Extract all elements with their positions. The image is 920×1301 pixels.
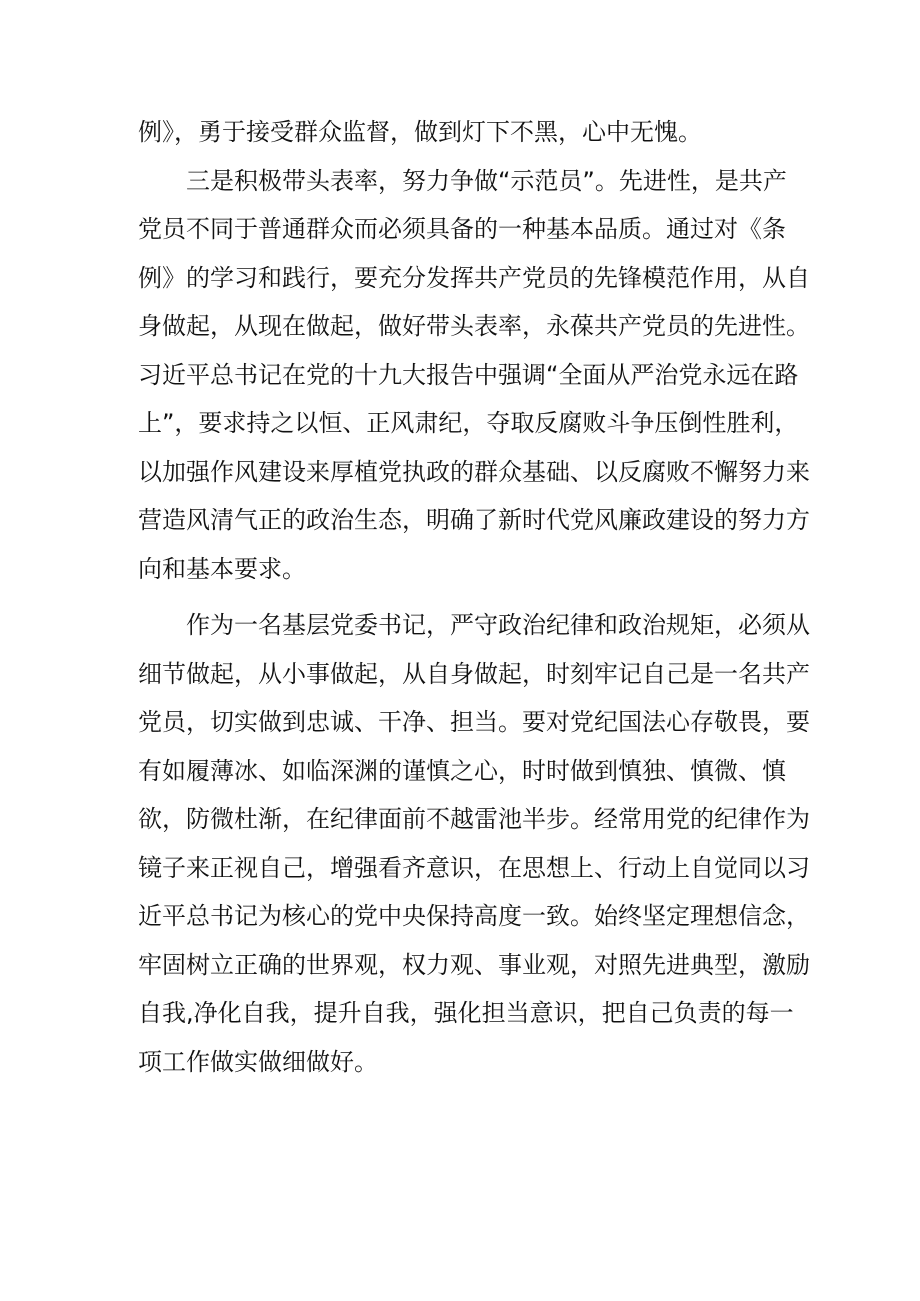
- paragraph-3-line-6: 镜子来正视自己，增强看齐意识，在思想上、行动上自觉同以习: [138, 853, 810, 882]
- paragraph-2-line-9: 向和基本要求。: [138, 554, 306, 583]
- paragraph-2-line-2: 党员不同于普通群众而必须具备的一种基本品质。通过对《条: [138, 215, 786, 243]
- paragraph-2-line-8: 营造风清气正的政治生态，明确了新时代党风廉政建设的努力方: [138, 506, 810, 534]
- paragraph-3-line-7: 近平总书记为核心的党中央保持高度一致。始终坚定理想信念，: [138, 902, 810, 930]
- paragraph-1-line-1: 例》，勇于接受群众监督，做到灯下不黑，心中无愧。: [138, 118, 702, 146]
- paragraph-2-line-3: 例》的学习和践行，要充分发挥共产党员的先锋模范作用，从自: [138, 263, 810, 292]
- paragraph-3-line-5: 欲，防微杜渐，在纪律面前不越雷池半步。经常用党的纪律作为: [138, 805, 810, 833]
- paragraph-gap: [138, 593, 798, 601]
- paragraph-2-line-1: 三是积极带头表率，努力争做“示范员”。先进性，是共产: [186, 166, 787, 195]
- paragraph-3-line-9: 自我,净化自我，提升自我，强化担当意识，把自己负责的每一: [138, 999, 794, 1027]
- paragraph-3-line-8: 牢固树立正确的世界观，权力观、事业观，对照先进典型，激励: [138, 950, 810, 979]
- paragraph-3-line-3: 党员，切实做到忠诚、干净、担当。要对党纪国法心存敬畏，要: [138, 708, 810, 736]
- paragraph-3-line-2: 细节做起，从小事做起，从自身做起，时刻牢记自己是一名共产: [138, 659, 810, 688]
- paragraph-3-line-10: 项工作做实做细做好。: [138, 1047, 378, 1076]
- paragraph-3-line-4: 有如履薄冰、如临深渊的谨慎之心，时时做到慎独、慎微、慎: [138, 756, 786, 785]
- paragraph-2-line-5: 习近平总书记在党的十九大报告中强调“全面从严治党永远在路: [138, 360, 799, 389]
- paragraph-2-line-4: 身做起，从现在做起，做好带头表率，永葆共产党员的先进性。: [138, 312, 810, 340]
- document-body: [138, 108, 810, 1086]
- paragraph-2-line-7: 以加强作风建设来厚植党执政的群众基础、以反腐败不懈努力来: [138, 457, 810, 486]
- paragraph-3-line-1: 作为一名基层党委书记，严守政治纪律和政治规矩，必须从: [186, 611, 810, 639]
- paragraph-2-line-6: 上”，要求持之以恒、正风肃纪，夺取反腐败斗争压倒性胜利，: [138, 409, 799, 437]
